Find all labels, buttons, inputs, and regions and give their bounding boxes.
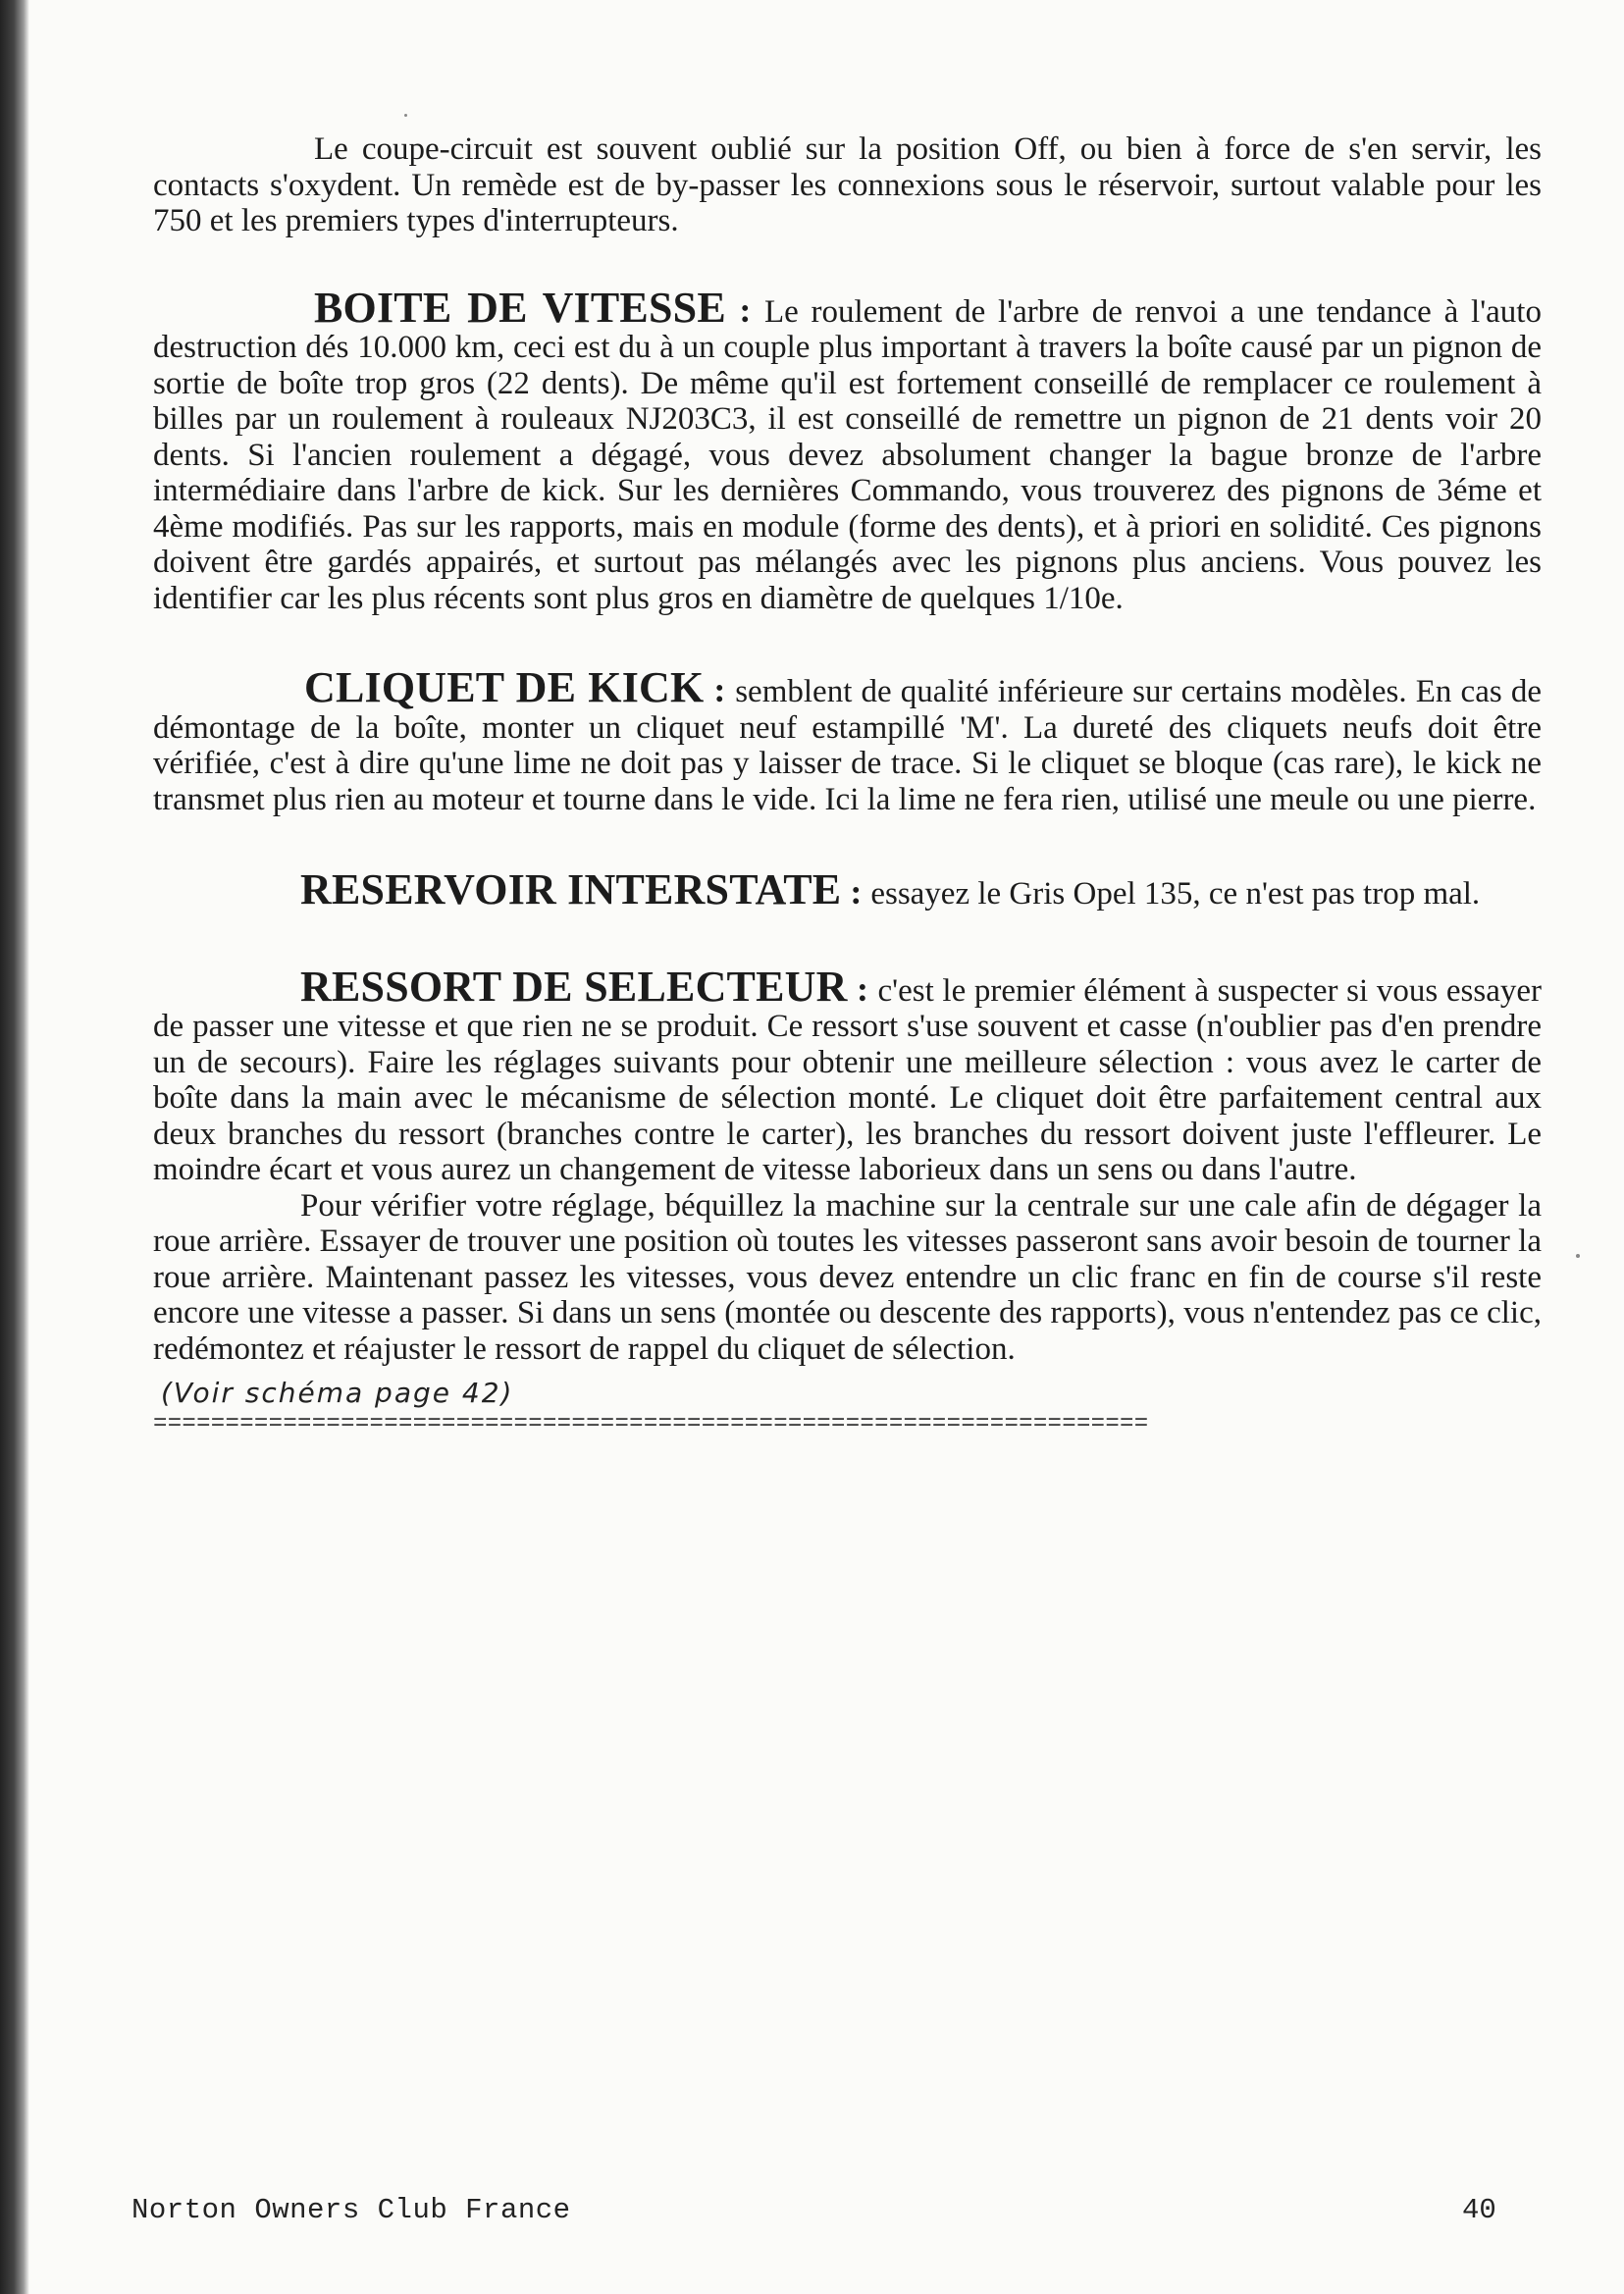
- section-heading: CLIQUET DE KICK: [304, 663, 705, 711]
- section-cliquet-de-kick: CLIQUET DE KICK : semblent de qualité inférieure sur certains modèles. En cas de démontage de la boîte, monter un cliquet neuf estampillé 'M'. La dureté des cliquets neufs doit être vérifiée, c'est à dire qu'une lime ne doit pas y laisser de trace. Si le cliquet se bloque (cas rare), le kick ne transmet plus rien au moteur et tourne dans le vide. Ici la lime ne fera rien, utilisé une meule ou une pierre.: [153, 663, 1542, 817]
- document-body: [153, 131, 1542, 1437]
- section-ressort-de-selecteur-continued: [153, 1188, 1542, 1368]
- section-heading: RESERVOIR INTERSTATE: [300, 865, 842, 913]
- section-text: essayez le Gris Opel 135, ce n'est pas trop mal.: [870, 876, 1481, 912]
- separator-line: =====================================================================: [153, 1411, 1149, 1437]
- footer-club-name: Norton Owners Club France: [131, 2194, 571, 2226]
- intro-text: Le coupe-circuit est souvent oublié sur la position Off, ou bien à force de s'en servir, les contacts s'oxydent. Un remède est de by-passer les connexions sous le réservoir, surtout valable pour les 750 et les premiers types d'interrupteurs.: [153, 131, 1542, 238]
- scan-speck: [1576, 1254, 1580, 1258]
- footer-page-number: 40: [1462, 2194, 1496, 2226]
- section-text-2: Pour vérifier votre réglage, béquillez la machine sur la centrale sur une cale afin de dégager la roue arrière. Essayer de trouver une position où toutes les vitesses passeront sans avoir besoin de tourner la roue arrière. Maintenant passez les vitesses, vous devez entendre un clic franc en fin de course s'il reste encore une vitesse a passer. Si dans un sens (montée ou descente des rapports), vous n'entendez pas ce clic, redémontez et réajuster le ressort de rappel du cliquet de sélection.: [153, 1187, 1542, 1367]
- section-boite-de-vitesse: BOITE DE VITESSE : Le roulement de l'arbre de renvoi a une tendance à l'auto destruction dés 10.000 km, ceci est du à un couple plus important à travers la boîte causé par un pignon de sortie de boîte trop gros (22 dents). De même qu'il est fortement conseillé de remplacer ce roulement à billes par un roulement à rouleaux NJ203C3, il est conseillé de remettre un pignon de 21 dents voir 20 dents. Si l'ancien roulement a dégagé, vous devez absolument changer la bague bronze de l'arbre intermédiaire dans l'arbre de kick. Sur les dernières Commando, vous trouverez des pignons de 3éme et 4ème modifiés. Pas sur les rapports, mais en module (forme des dents), et à priori en solidité. Ces pignons doivent être gardés appairés, et surtout pas mélangés avec les pignons plus anciens. Vous pouvez les identifier car les plus récents sont plus gros en diamètre de quelques 1/10e.: [153, 283, 1542, 616]
- section-text: Le roulement de l'arbre de renvoi a une tendance à l'auto destruction dés 10.000 km, ceci est du à un couple plus important à travers la boîte causé par un pignon de sortie de boîte trop gros (22 dents). De même qu'il est fortement conseillé de remplacer ce roulement à billes par un roulement à rouleaux NJ203C3, il est conseillé de remettre un pignon de 21 dents voir 20 dents. Si l'ancien roulement a dégagé, vous devez absolument changer la bague bronze de l'arbre intermédiaire dans l'arbre de kick. Sur les dernières Commando, vous trouverez des pignons de 3éme et 4ème modifiés. Pas sur les rapports, mais en module (forme des dents), et à priori en solidité. Ces pignons doivent être gardés appairés, et surtout pas mélangés avec les pignons plus anciens. Vous pouvez les identifier car les plus récents sont plus gros en diamètre de quelques 1/10e.: [153, 293, 1542, 616]
- section-ressort-de-selecteur: RESSORT DE SELECTEUR : c'est le premier élément à suspecter si vous essayer de passer une vitesse et que rien ne se produit. Ce ressort s'use souvent et casse (n'oublier pas d'en prendre un de secours). Faire les réglages suivants pour obtenir une meilleure sélection : vous avez le carter de boîte dans la main avec le mécanisme de sélection monté. Le cliquet doit être parfaitement central aux deux branches du ressort (branches contre le carter), les branches du ressort doivent juste l'effleurer. Le moindre écart et vous aurez un changement de vitesse laborieux dans un sens ou dans l'autre.: [153, 962, 1542, 1187]
- scan-speck: [404, 114, 407, 117]
- section-reservoir-interstate: RESERVOIR INTERSTATE : essayez le Gris Opel 135, ce n'est pas trop mal.: [300, 865, 1481, 913]
- intro-paragraph: [153, 131, 1542, 239]
- handwritten-note: (Voir schéma page 42): [161, 1377, 514, 1409]
- scan-edge: [0, 0, 29, 2294]
- section-heading: BOITE DE VITESSE: [314, 283, 726, 332]
- section-text: c'est le premier élément à suspecter si vous essayer de passer une vitesse et que rien ne se produit. Ce ressort s'use souvent et casse (n'oublier pas d'en prendre un de secours). Faire les réglages suivants pour obtenir une meilleure sélection : vous avez le carter de boîte dans la main avec le mécanisme de sélection monté. Le cliquet doit être parfaitement central aux deux branches du ressort (branches contre le carter), les branches du ressort doivent juste l'effleurer. Le moindre écart et vous aurez un changement de vitesse laborieux dans un sens ou dans l'autre.: [153, 972, 1542, 1187]
- section-heading: RESSORT DE SELECTEUR: [300, 962, 848, 1011]
- section-text: semblent de qualité inférieure sur certains modèles. En cas de démontage de la boîte, monter un cliquet neuf estampillé 'M'. La dureté des cliquets neufs doit être vérifiée, c'est à dire qu'une lime ne doit pas y laisser de trace. Si le cliquet se bloque (cas rare), le kick ne transmet plus rien au moteur et tourne dans le vide. Ici la lime ne fera rien, utilisé une meule ou une pierre.: [153, 674, 1542, 817]
